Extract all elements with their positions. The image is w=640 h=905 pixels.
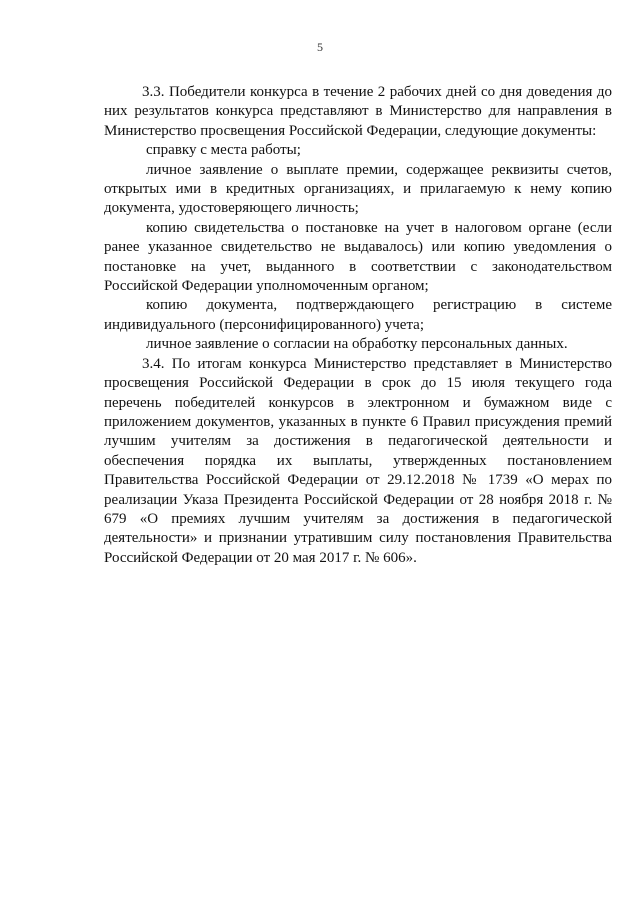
- page-number: 5: [317, 40, 323, 54]
- list-item-personal-account: копию документа, подтверждающего регистрацию в системе индивидуального (персонифицированного) учета;: [104, 297, 612, 333]
- list-item-bonus-application: личное заявление о выплате премии, содержащее реквизиты счетов, открытых ими в кредитных организациях, и прилагаемую к нему копию документа, удостоверяющего личность;: [104, 161, 612, 217]
- list-item-data-consent: личное заявление о согласии на обработку персональных данных.: [146, 336, 568, 353]
- list-item-tax-registration: копию свидетельства о постановке на учет в налоговом органе (если ранее указанное свидетельство не выдавалось) или копию уведомления о постановке на учет, выданного в соответствии с законодательством Российской Федерации уполномоченным органом;: [104, 219, 612, 295]
- list-item-work-certificate: справку с места работы;: [146, 142, 301, 159]
- document-body: [104, 83, 612, 568]
- paragraph-3-4: 3.4. По итогам конкурса Министерство представляет в Министерство просвещения Российской Федерации в срок до 15 июля текущего года перечень победителей конкурсов в электронном и бумажном виде с приложением документов, указанных в пункте 6 Правил присуждения премий лучшим учителям за достижения в педагогической деятельности и обеспечения порядка их выплаты, утвержденных постановлением Правительства Российской Федерации от 29.12.2018 № 1739 «О мерах по реализации Указа Президента Российской Федерации от 28 ноября 2018 г. № 679 «О премиях лучшим учителям за достижения в педагогической деятельности» и признании утратившим силу постановления Правительства Российской Федерации от 20 мая 2017 г. № 606».: [104, 355, 612, 566]
- paragraph-3-3: 3.3. Победители конкурса в течение 2 рабочих дней со дня доведения до них результатов конкурса представляют в Министерство для направления в Министерство просвещения Российской Федерации, следующие документы:: [104, 84, 612, 139]
